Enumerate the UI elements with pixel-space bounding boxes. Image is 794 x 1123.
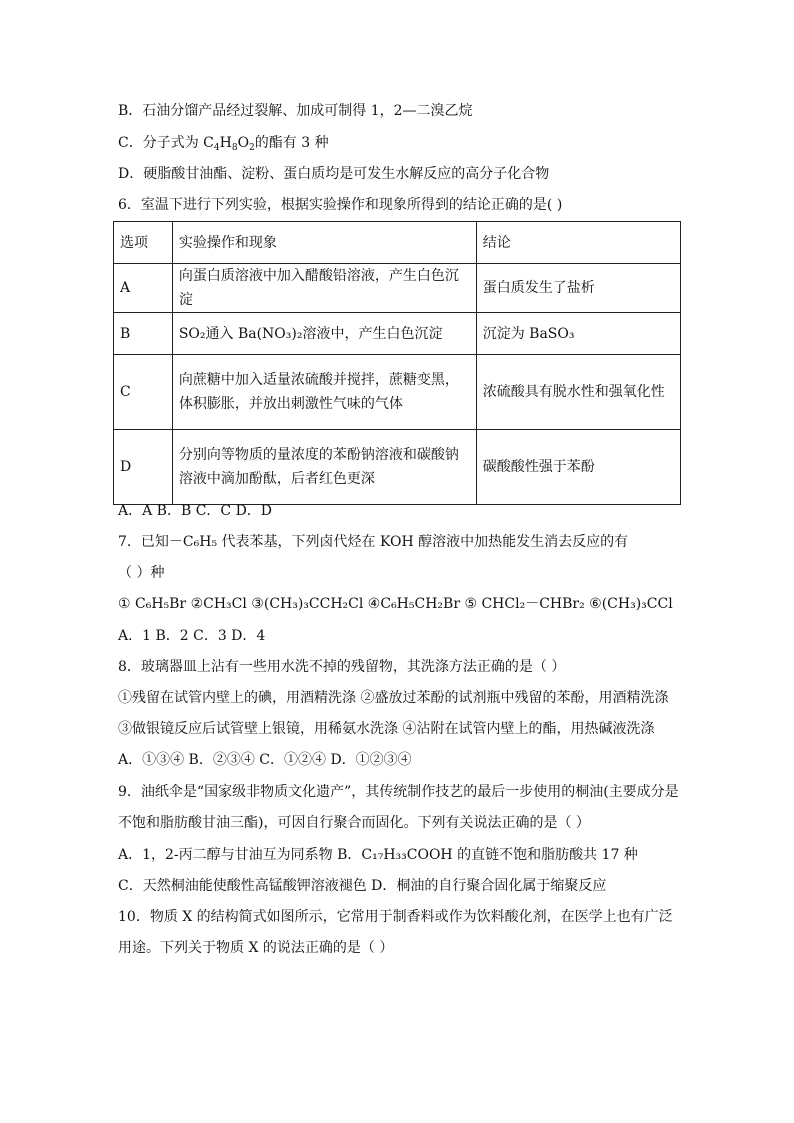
table-row <box>114 355 681 430</box>
row-option: D <box>114 430 173 505</box>
row-conclusion: 碳酸酸性强于苯酚 <box>476 430 680 505</box>
question-9-options-ab: A．1，2-丙二醇与甘油互为同系物 B．C₁₇H₃₃COOH 的直链不饱和脂肪酸共 17 种 <box>118 847 638 863</box>
option-c-q5 <box>118 133 329 153</box>
table-row <box>114 313 681 355</box>
question-8-statement-2: ③做银镜反应后试管壁上银镜，用稀氨水洗涤 ④沾附在试管内壁上的酯，用热碱液洗涤 <box>118 721 655 737</box>
question-8-options: A．①③④ B．②③④ C．①②④ D．①②③④ <box>118 752 412 768</box>
row-conclusion: 蛋白质发生了盐析 <box>476 264 680 313</box>
option-c-text: 的酯有 3 种 <box>254 135 329 151</box>
question-9-cont: 不饱和脂肪酸甘油三酯)，可因自行聚合而固化。下列有关说法正确的是（ ） <box>118 815 590 831</box>
question-7: 7．已知－C₆H₅ 代表苯基，下列卤代烃在 KOH 醇溶液中加热能发生消去反应的有 <box>118 534 629 550</box>
experiment-table <box>113 221 681 505</box>
subscript: 4 <box>213 143 220 153</box>
question-9-options-cd: C．天然桐油能使酸性高锰酸钾溶液褪色 D．桐油的自行聚合固化属于缩聚反应 <box>118 878 607 894</box>
option-b-q5: B．石油分馏产品经过裂解、加成可制得 1，2—二溴乙烷 <box>118 103 473 119</box>
table-header-row <box>114 222 681 264</box>
row-operation: 分别向等物质的量浓度的苯酚钠溶液和碳酸钠溶液中滴加酚酞，后者红色更深 <box>172 430 476 505</box>
row-operation: 向蔗糖中加入适量浓硫酸并搅拌，蔗糖变黑，体积膨胀，并放出刺激性气味的气体 <box>172 355 476 430</box>
row-option: A <box>114 264 173 313</box>
row-operation: SO₂通入 Ba(NO₃)₂溶液中，产生白色沉淀 <box>172 313 476 355</box>
question-6-options: A．A B．B C．C D．D <box>118 503 273 519</box>
option-c-text: O <box>237 135 250 151</box>
header-option: 选项 <box>114 222 173 264</box>
question-10: 10．物质 X 的结构简式如图所示，它常用于制香料或作为饮料酸化剂，在医学上也有广泛 <box>118 909 673 925</box>
row-conclusion: 沉淀为 BaSO₃ <box>476 313 680 355</box>
question-9: 9．油纸伞是“国家级非物质文化遗产”，其传统制作技艺的最后一步使用的桐油(主要成分是 <box>118 784 679 800</box>
row-operation: 向蛋白质溶液中加入醋酸铅溶液，产生白色沉淀 <box>172 264 476 313</box>
question-6: 6．室温下进行下列实验，根据实验操作和现象所得到的结论正确的是( ) <box>118 197 563 213</box>
row-option: C <box>114 355 173 430</box>
table-row <box>114 264 681 313</box>
option-c-text: H <box>219 135 232 151</box>
question-8: 8．玻璃器皿上沾有一些用水洗不掉的残留物，其洗涤方法正确的是（ ） <box>118 659 566 675</box>
header-operation: 实验操作和现象 <box>172 222 476 264</box>
row-conclusion: 浓硫酸具有脱水性和强氧化性 <box>476 355 680 430</box>
subscript: 8 <box>231 143 238 153</box>
question-7-items: ① C₆H₅Br ②CH₃Cl ③(CH₃)₃CCH₂Cl ④C₆H₅CH₂Br ⑤ CHCl₂－CHBr₂ ⑥(CH₃)₃CCl <box>118 596 673 612</box>
question-10-cont: 用途。下列关于物质 X 的说法正确的是（ ） <box>118 940 394 956</box>
question-8-statement-1: ①残留在试管内壁上的碘，用酒精洗涤 ②盛放过苯酚的试剂瓶中残留的苯酚，用酒精洗涤 <box>118 690 669 706</box>
option-d-q5: D．硬脂酸甘油酯、淀粉、蛋白质均是可发生水解反应的高分子化合物 <box>118 166 550 182</box>
header-conclusion: 结论 <box>476 222 680 264</box>
option-c-text: C．分子式为 C <box>118 135 214 151</box>
table-row <box>114 430 681 505</box>
subscript: 2 <box>249 143 255 153</box>
question-7-blank: （ ）种 <box>118 565 165 581</box>
row-option: B <box>114 313 173 355</box>
question-7-options: A．1 B．2 C．3 D．4 <box>118 628 266 644</box>
